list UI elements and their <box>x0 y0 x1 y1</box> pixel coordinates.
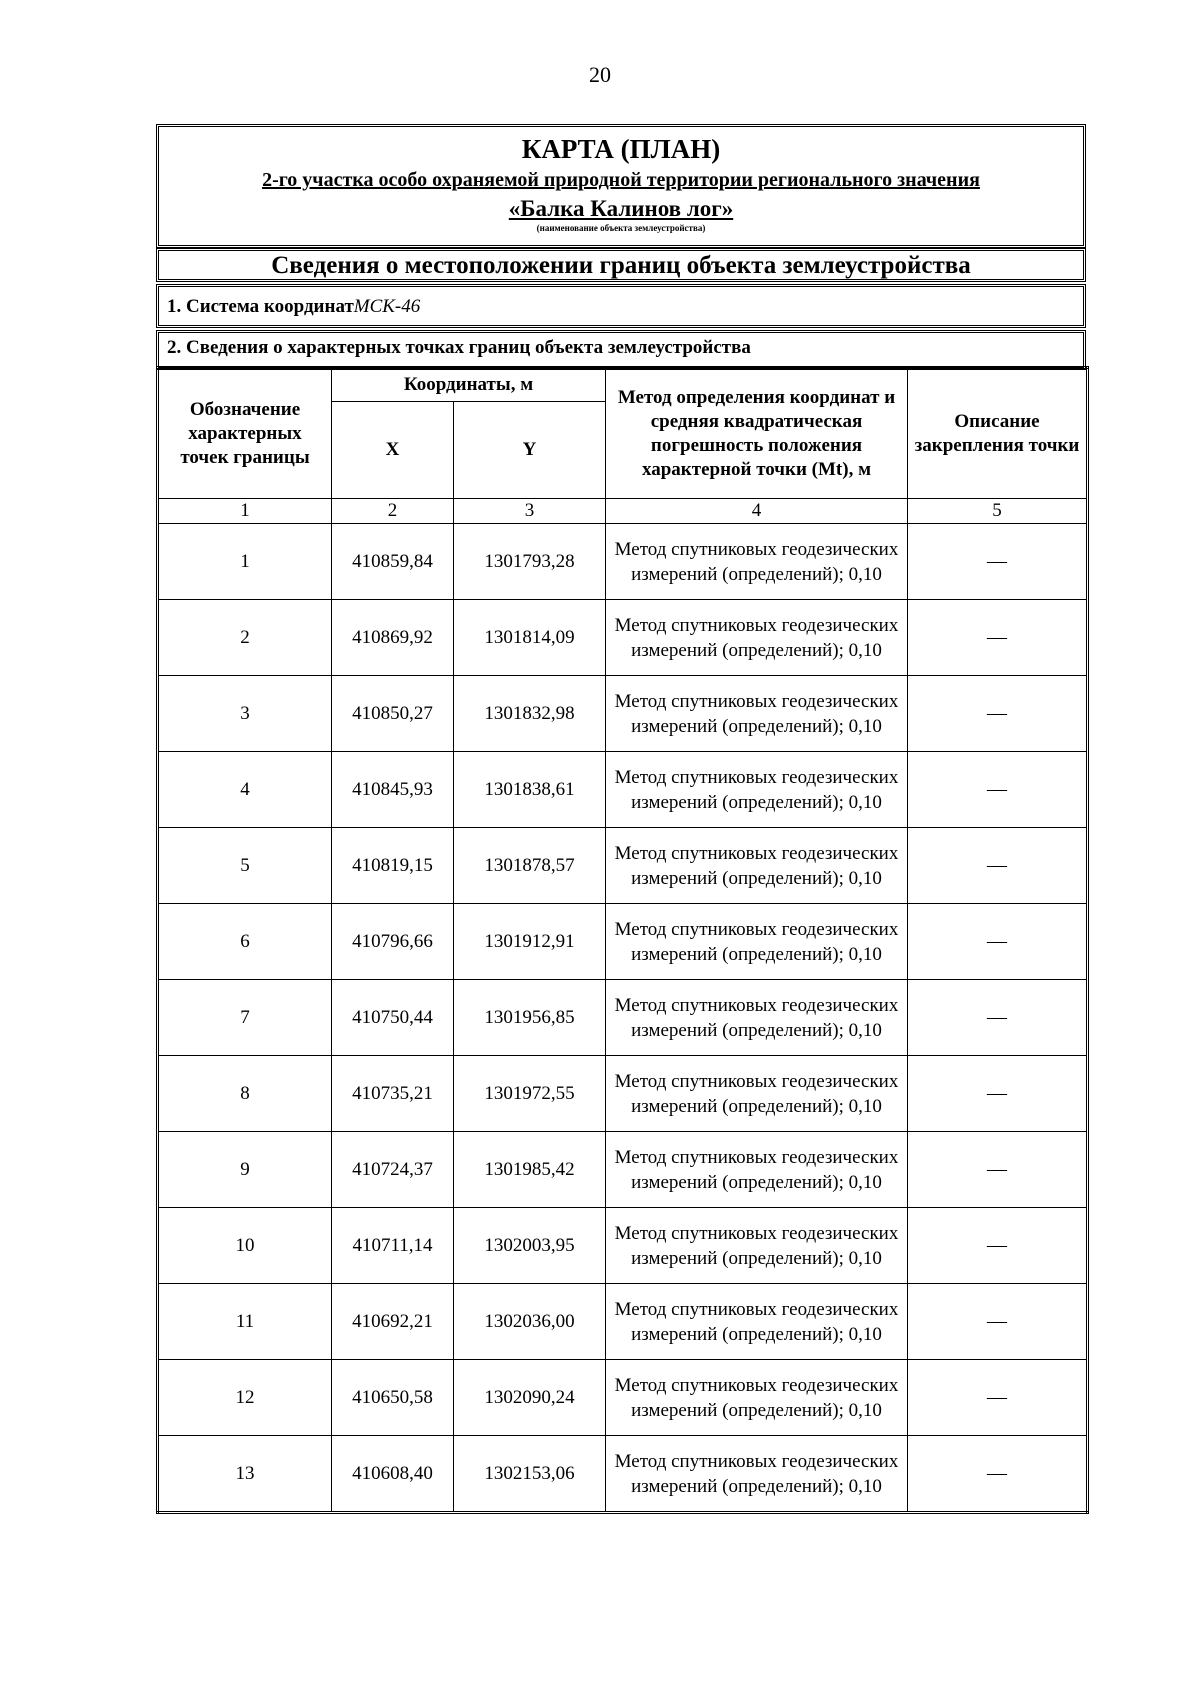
table-row <box>158 1436 1088 1513</box>
header-method-text: Метод определения координат и средняя квадратическая погрешность положения характерной точки (Mt), м <box>617 386 896 480</box>
y-cell: 1301814,09 <box>454 600 606 676</box>
point-cell: 9 <box>158 1132 332 1208</box>
description-cell: — <box>908 752 1088 828</box>
x-cell: 410692,21 <box>332 1284 454 1360</box>
description-cell: — <box>908 1208 1088 1284</box>
y-cell: 1302003,95 <box>454 1208 606 1284</box>
description-cell: — <box>908 980 1088 1056</box>
y-cell: 1301878,57 <box>454 828 606 904</box>
point-cell: 4 <box>158 752 332 828</box>
coord-system-row <box>156 284 1086 328</box>
point-cell: 1 <box>158 524 332 600</box>
point-cell: 5 <box>158 828 332 904</box>
y-cell: 1302036,00 <box>454 1284 606 1360</box>
table-row <box>158 1056 1088 1132</box>
method-cell: Метод спутниковых геодезических измерений (определений); 0,10 <box>606 1360 908 1436</box>
description-cell: — <box>908 676 1088 752</box>
method-cell: Метод спутниковых геодезических измерений (определений); 0,10 <box>606 524 908 600</box>
point-cell: 6 <box>158 904 332 980</box>
x-cell: 410845,93 <box>332 752 454 828</box>
method-cell: Метод спутниковых геодезических измерений (определений); 0,10 <box>606 752 908 828</box>
table-row <box>158 1132 1088 1208</box>
table-row <box>158 1284 1088 1360</box>
points-table <box>156 366 1089 1514</box>
description-cell: — <box>908 904 1088 980</box>
table-row <box>158 1208 1088 1284</box>
y-cell: 1301985,42 <box>454 1132 606 1208</box>
point-cell: 8 <box>158 1056 332 1132</box>
column-number: 2 <box>332 499 454 524</box>
table-row <box>158 828 1088 904</box>
page-number: 20 <box>589 62 611 87</box>
method-cell: Метод спутниковых геодезических измерений (определений); 0,10 <box>606 904 908 980</box>
method-cell: Метод спутниковых геодезических измерений (определений); 0,10 <box>606 1284 908 1360</box>
y-cell: 1301972,55 <box>454 1056 606 1132</box>
header-designation: Обозначение характерных точек границы <box>158 368 332 499</box>
object-name: «Балка Калинов лог» <box>508 196 734 221</box>
column-number: 3 <box>454 499 606 524</box>
description-cell: — <box>908 1132 1088 1208</box>
method-cell: Метод спутниковых геодезических измерений (определений); 0,10 <box>606 1208 908 1284</box>
points-section-title: 2. Сведения о характерных точках границ объекта землеустройства <box>156 330 1086 370</box>
description-cell: — <box>908 1284 1088 1360</box>
method-cell: Метод спутниковых геодезических измерений (определений); 0,10 <box>606 980 908 1056</box>
y-cell: 1301838,61 <box>454 752 606 828</box>
point-cell: 11 <box>158 1284 332 1360</box>
description-cell: — <box>908 1360 1088 1436</box>
y-cell: 1302153,06 <box>454 1436 606 1513</box>
method-cell: Метод спутниковых геодезических измерений (определений); 0,10 <box>606 600 908 676</box>
coord-system-label: 1. Система координат <box>167 296 354 317</box>
method-cell: Метод спутниковых геодезических измерений (определений); 0,10 <box>606 1132 908 1208</box>
point-cell: 12 <box>158 1360 332 1436</box>
method-cell: Метод спутниковых геодезических измерений (определений); 0,10 <box>606 1436 908 1513</box>
point-cell: 2 <box>158 600 332 676</box>
table-row <box>158 600 1088 676</box>
table-row <box>158 752 1088 828</box>
column-number: 4 <box>606 499 908 524</box>
method-cell: Метод спутниковых геодезических измерений (определений); 0,10 <box>606 828 908 904</box>
method-cell: Метод спутниковых геодезических измерений (определений); 0,10 <box>606 676 908 752</box>
table-row <box>158 980 1088 1056</box>
x-cell: 410796,66 <box>332 904 454 980</box>
description-cell: — <box>908 524 1088 600</box>
table-row <box>158 524 1088 600</box>
x-cell: 410819,15 <box>332 828 454 904</box>
x-cell: 410869,92 <box>332 600 454 676</box>
map-header <box>156 124 1086 248</box>
x-cell: 410735,21 <box>332 1056 454 1132</box>
point-cell: 13 <box>158 1436 332 1513</box>
x-cell: 410859,84 <box>332 524 454 600</box>
point-cell: 7 <box>158 980 332 1056</box>
y-cell: 1301956,85 <box>454 980 606 1056</box>
x-cell: 410608,40 <box>332 1436 454 1513</box>
x-cell: 410711,14 <box>332 1208 454 1284</box>
x-cell: 410850,27 <box>332 676 454 752</box>
map-title: КАРТА (ПЛАН) <box>521 134 721 164</box>
coord-system-value: МСК-46 <box>353 296 421 317</box>
column-numbers-row <box>158 499 1088 524</box>
object-caption: (наименование объекта землеустройства) <box>536 223 706 233</box>
description-cell: — <box>908 1056 1088 1132</box>
table-row <box>158 1360 1088 1436</box>
y-cell: 1301793,28 <box>454 524 606 600</box>
description-cell: — <box>908 600 1088 676</box>
y-cell: 1301832,98 <box>454 676 606 752</box>
header-coordinates: Координаты, м <box>332 368 606 402</box>
method-cell: Метод спутниковых геодезических измерений (определений); 0,10 <box>606 1056 908 1132</box>
header-x: X <box>332 402 454 499</box>
point-cell: 10 <box>158 1208 332 1284</box>
table-row <box>158 676 1088 752</box>
y-cell: 1301912,91 <box>454 904 606 980</box>
document-frame <box>156 124 1086 1514</box>
x-cell: 410750,44 <box>332 980 454 1056</box>
point-cell: 3 <box>158 676 332 752</box>
x-cell: 410724,37 <box>332 1132 454 1208</box>
header-description: Описание закрепления точки <box>908 368 1088 499</box>
header-method <box>606 368 908 499</box>
x-cell: 410650,58 <box>332 1360 454 1436</box>
header-y: Y <box>454 402 606 499</box>
column-number: 1 <box>158 499 332 524</box>
table-row <box>158 904 1088 980</box>
description-cell: — <box>908 828 1088 904</box>
column-number: 5 <box>908 499 1088 524</box>
map-subtitle: 2-го участка особо охраняемой природной территории регионального значения <box>262 169 980 191</box>
section-title: Сведения о местоположении границ объекта землеустройства <box>156 248 1086 282</box>
y-cell: 1302090,24 <box>454 1360 606 1436</box>
description-cell: — <box>908 1436 1088 1513</box>
